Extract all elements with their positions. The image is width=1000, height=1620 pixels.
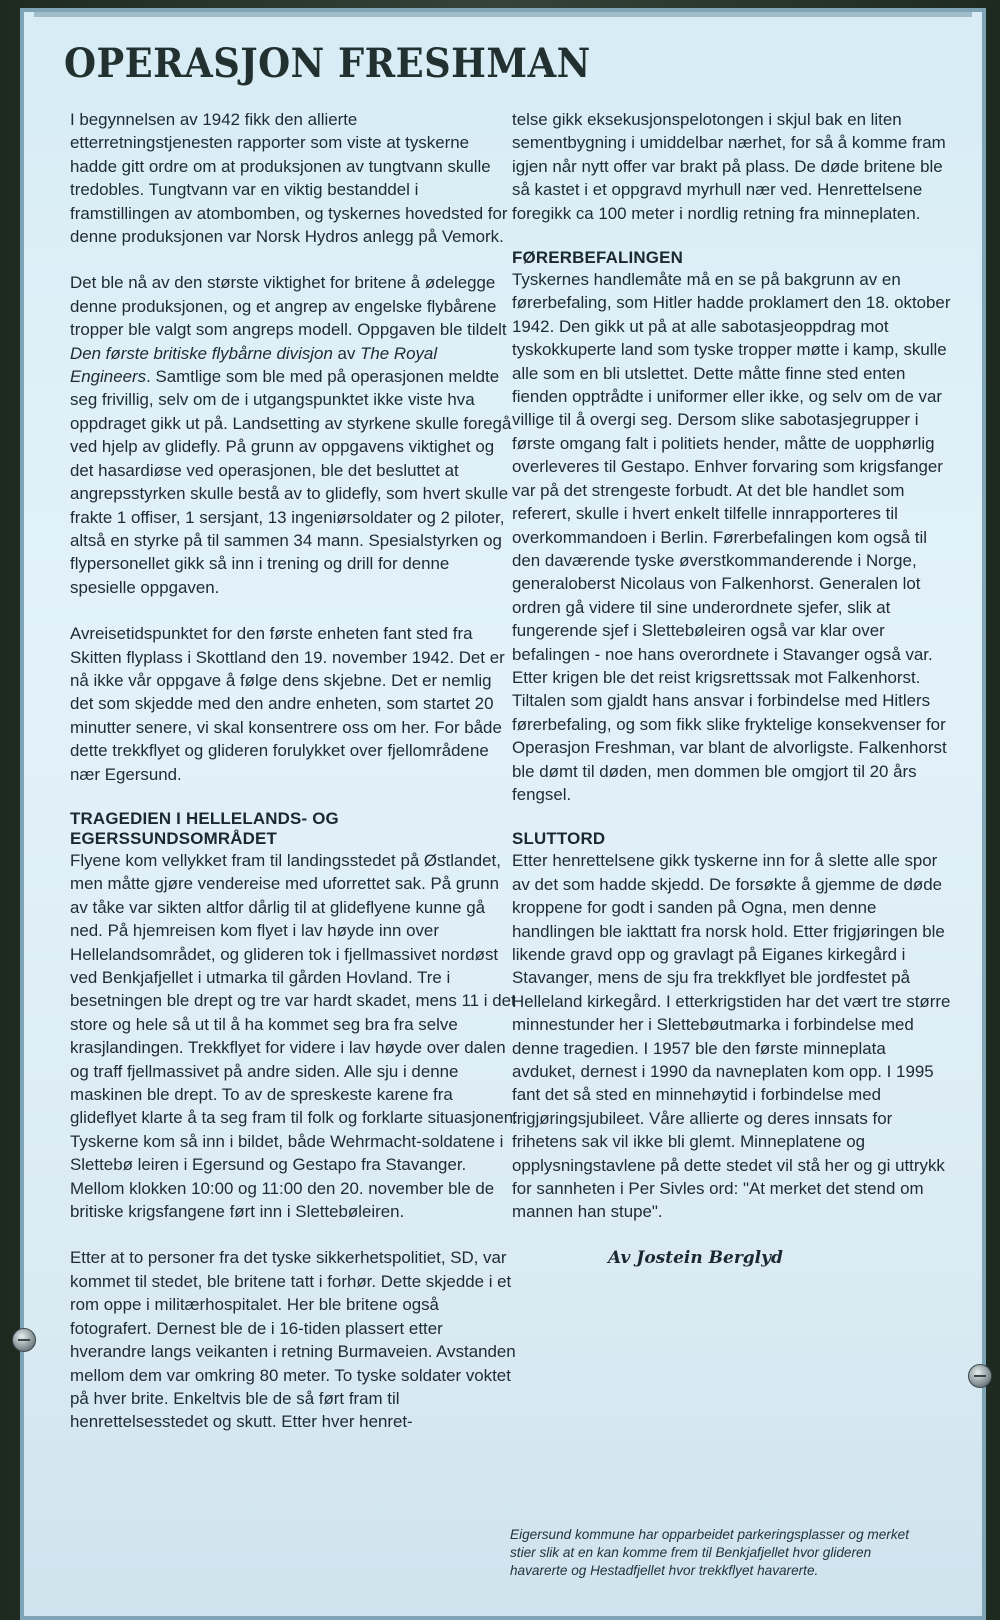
left-paragraph-2	[70, 271, 518, 599]
page-title: OPERASJON FRESHMAN	[64, 40, 591, 87]
section-heading-tragedien: TRAGEDIEN I HELLELANDS- OG EGERSSUNDSOMRÅDET	[70, 808, 339, 848]
author-signature: Av Jostein Berglyd	[608, 1247, 783, 1268]
left-paragraph-2-text-a: Det ble nå av den største viktighet for britene å ødelegge denne produksjonen, og et angrep av engelske flybårene tropper ble valgt som angreps modell. Oppgaven ble tildelt	[70, 273, 507, 340]
right-paragraph-2: Tyskernes handlemåte må en se på bakgrunn av en førerbefaling, som Hitler hadde proklamert den 18. oktober 1942. Den gikk ut på at alle sabotasjeoppdrag mot tyskokkuperte land som tyske tropper møtte i kamp, skulle alle som en bli utslettet. Dette måtte finne sted enten fienden opptrådte i uniformer eller ikke, og selv om de var villige til å overgi seg. Dersom slike sabotasjegrupper i første omgang falt i politiets hender, måtte de uopphørlig overleveres til Gestapo. Enhver forvaring som krigsfanger var på det strengeste forbudt. At det ble handlet som referert, skulle i hvert enkelt tilfelle innrapporteres til overkommandoen i Berlin. Førerbefalingen kom også til den daværende tyske øverstkommanderende i Norge, generaloberst Nicolaus von Falkenhorst. Generalen lot ordren gå videre til sine underordnete sjefer, slik at fungerende sjef i Slettebøleiren også var klar over befalingen - noe hans overordnete i Stavanger også var. Etter krigen ble det reist krigsrettssak mot Falkenhorst. Tiltalen som gjaldt hans ansvar i forbindelse med Hitlers førerbefaling, og som fikk slike fryktelige konsekvenser for Operasjon Freshman, var blant de alvorligste. Falkenhorst ble dømt til døden, men dommen ble omgjort til 20 års fengsel.	[512, 270, 951, 804]
section-heading-forerbefalingen: FØRERBEFALINGEN	[512, 248, 683, 268]
left-paragraph-2-text-b: av	[332, 343, 361, 363]
left-column	[70, 108, 518, 1457]
right-paragraph-3: Etter henrettelsene gikk tyskerne inn for å slette alle spor av det som hadde skjedd. De forsøkte å gjemme de døde kroppene for godt i sanden på Ogna, men denne handlingen ble iakttatt fra norsk hold. Etter frigjøringen ble likende gravd opp og gravlagt på Eiganes kirkegård i Stavanger, mens de sju fra trekkflyet ble jordfestet på Helleland kirkegård. I etterkrigstiden har det vært tre større minnestunder her i Slettebøutmarka i forbindelse med denne tragedien. I 1957 ble den første minneplata avduket, dernest i 1990 da navneplaten kom opp. I 1995 fant det så sted en minnehøytid i forbindelse med frigjøringsjubileet. Våre allierte og deres innsats for frihetens sak vil ikke bli glemt. Minneplatene og opplysningstavlene på dette stedet vil stå her og gi uttrykk for sannheten i Per Sivles ord: "At merket det stend om mannen han stupe".	[512, 851, 951, 1222]
right-column	[512, 108, 952, 1270]
left-paragraph-3: Avreisetidspunktet for den første enheten fant sted fra Skitten flyplass i Skottland den 19. november 1942. Det er nå ikke vår oppgave å følge dens skjebne. Det er nemlig det som skjedde med den andre enheten, som startet 20 minutter senere, vi skal konsentrere oss om her. For både dette trekkflyet og glideren forulykket over fjellområdene nær Egersund.	[70, 624, 505, 784]
section-heading-sluttord: SLUTTORD	[512, 829, 606, 849]
top-rule	[34, 12, 972, 17]
left-paragraph-1: I begynnelsen av 1942 fikk den allierte etterretningstjenesten rapporter som viste at tyskerne hadde gitt ordre om at produksjonen av tungtvann skulle tredobles. Tungtvann var en viktig bestanddel i framstillingen av atombomben, og tyskernes hovedsted for denne produksjonen var Norsk Hydros anlegg på Vemork.	[70, 110, 508, 247]
left-paragraph-5: Etter at to personer fra det tyske sikkerhetspolitiet, SD, var kommet til stedet, ble britene tatt i forhør. Dette skjedde i et rom oppe i militærhospitalet. Her ble britene også fotografert. Dernest ble de i 16-tiden plassert etter hverandre langs veikanten i retning Burmaveien. Avstanden mellom dem var omkring 80 meter. To tyske soldater voktet på hver brite. Enkeltvis ble de så ført fram til henrettelsesstedet og skutt. Etter hver henret-	[70, 1248, 516, 1432]
left-paragraph-4: Flyene kom vellykket fram til landingsstedet på Østlandet, men måtte gjøre vendereise med uforrettet sak. På grunn av tåke var sikten altfor dårlig til at glideflyene kunne gå ned. På hjemreisen kom flyet i lav høyde inn over Hellelandsområdet, og glideren tok i fjellmassivet nordøst ved Benkjafjellet i utmarka til gården Hovland. Tre i besetningen ble drept og tre var hardt skadet, mens 11 i det store og hele så ut til å ha kommet seg bra fra selve krasjlandingen. Trekkflyet for videre i lav høyde over dalen og traff fjellmassivet på andre siden. Alle sju i denne maskinen ble drept. To av de spreskeste karene fra glideflyet klarte å ta seg fram til folk og forklarte situasjonen. Tyskerne kom så inn i bildet, både Wehrmacht-soldatene i Slettebø leiren i Egersund og Gestapo fra Stavanger. Mellom klokken 10:00 og 11:00 den 20. november ble de britiske krigsfangene ført inn i Slettebøleiren.	[70, 850, 518, 1222]
screw-icon-left	[12, 1328, 36, 1352]
screw-icon-right	[968, 1364, 992, 1388]
footnote: Eigersund kommune har opparbeidet parkeringsplasser og merket stier slik at en kan komme frem til Benkjafjellet hvor glideren havarerte og Hestadfjellet hvor trekkflyet havarerte.	[510, 1527, 909, 1578]
royal-engineers-name: The Royal Engineers	[70, 343, 438, 387]
left-paragraph-2-text-c: . Samtlige som ble med på operasjonen meldte seg frivillig, selv om de i utgangspunktet ikke viste hva oppdraget gikk ut på. Landsetting av styrkene skulle foregå ved hjelp av glidefly. På grunn av oppgavens viktighet og det hasardiøse ved operasjonen, ble det besluttet at angrepsstyrken skulle bestå av to glidefly, som hvert skulle frakte 1 offiser, 1 sersjant, 13 ingeniørsoldater og 2 piloter, altså en styrke på til sammen 34 mann. Spesialstyrken og flypersonellet gikk så inn i trening og drill for denne spesielle oppgaven.	[70, 367, 512, 597]
right-paragraph-1: telse gikk eksekusjonspelotongen i skjul bak en liten sementbygning i umiddelbar nærhet, for så å komme fram igjen når nytt offer var brakt på plass. De døde britene ble så kastet i et oppgravd myrhull nær ved. Henrettelsene foregikk ca 100 meter i nordlig retning fra minneplaten.	[512, 110, 946, 223]
information-plaque	[20, 8, 986, 1620]
division-name: Den første britiske flybårne divisjon	[70, 343, 333, 363]
